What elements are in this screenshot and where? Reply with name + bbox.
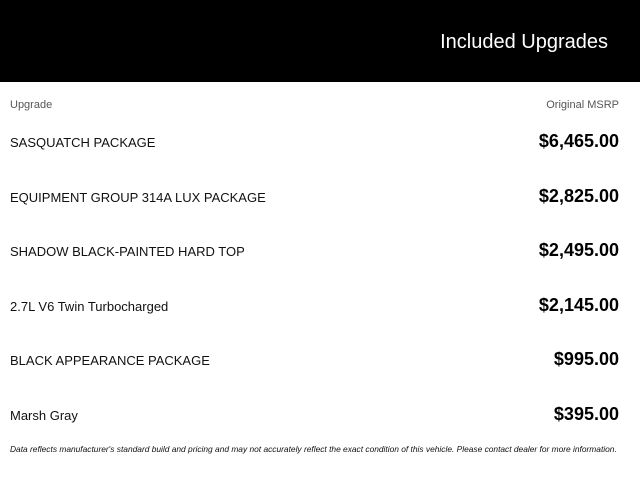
upgrade-price: $995.00 [553, 349, 619, 369]
upgrade-name: EQUIPMENT GROUP 314A LUX PACKAGE [10, 189, 266, 205]
upgrade-price: $395.00 [553, 403, 619, 424]
upgrades-list [10, 115, 619, 442]
list-item [10, 115, 619, 170]
upgrade-price: $2,825.00 [538, 185, 619, 206]
list-item [10, 170, 619, 225]
upgrade-price: $6,465.00 [538, 131, 619, 151]
list-item [10, 333, 619, 388]
column-header-msrp: Original MSRP [546, 99, 619, 111]
column-header-upgrade: Upgrade [10, 99, 53, 111]
list-item [10, 224, 619, 279]
list-item [10, 388, 619, 443]
column-headers [10, 99, 619, 113]
upgrade-name: Marsh Gray [10, 407, 78, 423]
page-title: Included Upgrades [440, 31, 608, 53]
upgrade-name: BLACK APPEARANCE PACKAGE [10, 353, 210, 368]
disclaimer-text: Data reflects manufacturer's standard build and pricing and may not accurately reflect the exact condition of this vehicle. Please contact dealer for more information. [10, 444, 617, 454]
upgrade-price: $2,495.00 [538, 240, 619, 260]
upgrade-name: 2.7L V6 Twin Turbocharged [10, 298, 169, 314]
upgrade-price: $2,145.00 [538, 294, 619, 315]
upgrade-name: SHADOW BLACK-PAINTED HARD TOP [10, 244, 245, 259]
list-item [10, 279, 619, 334]
upgrade-name: SASQUATCH PACKAGE [10, 135, 156, 150]
header-bar [0, 0, 640, 82]
